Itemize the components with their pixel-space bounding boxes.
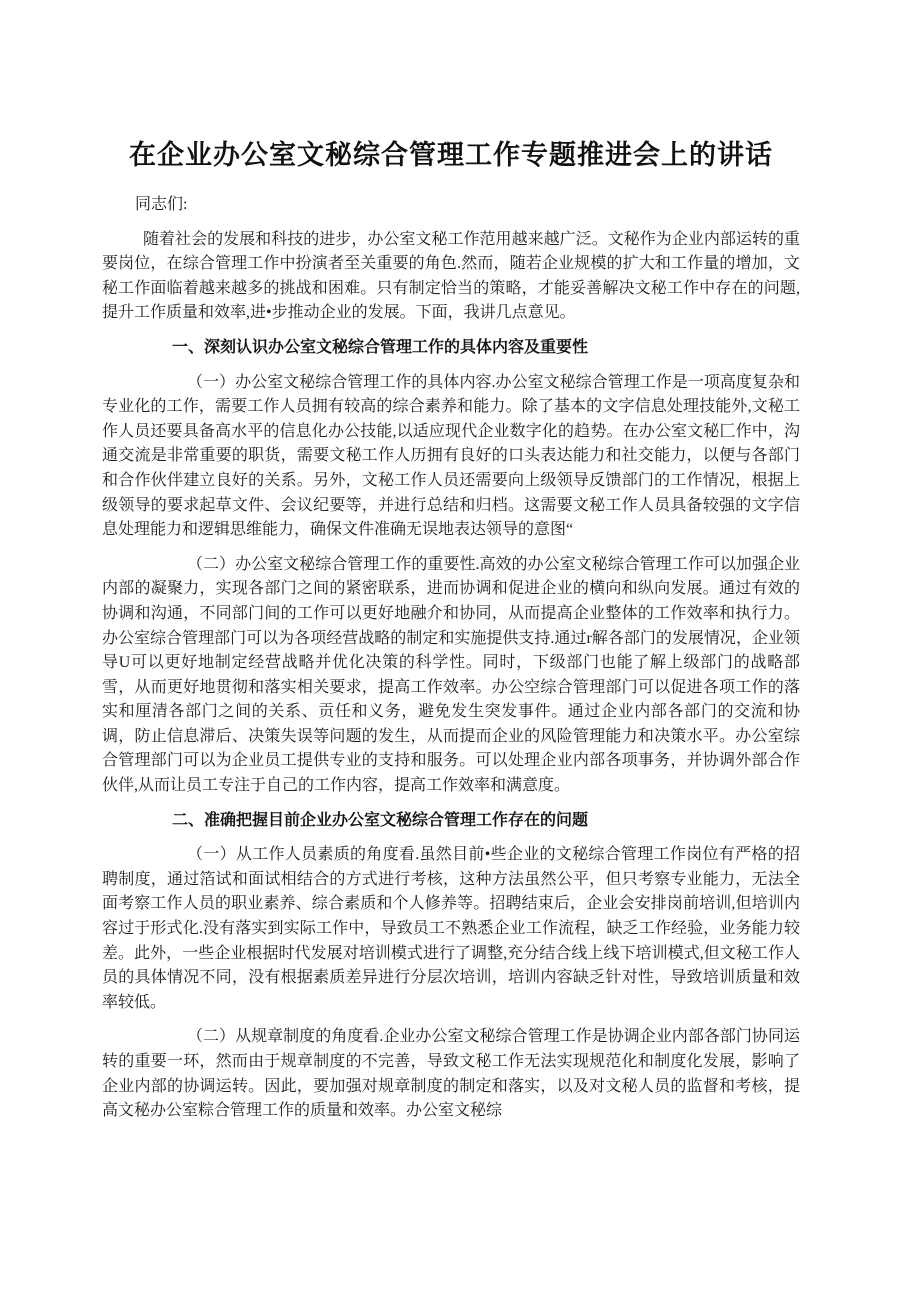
section-1-heading: 一、深刻认识办公室文秘综合管理工作的具体内容及重要性 xyxy=(172,338,589,356)
page-title: 在企业办公室文秘综合管理工作专题推进会上的讲话 xyxy=(129,140,773,170)
section-2-paragraph-1: （一）从工作人员素质的角度看.虽然目前•些企业的文秘综合管理工作岗位有严格的招聘制度，通过箔试和面试相结合的方式进行考核，这种方法虽然公平，但只考察专业能力，无法全面考察工作人员的职业素养、综合素质和个人修养等。招聘结束后，企业会安排岗前培训,但培训内容过于形式化.没有落实到实际工作中，导致员工不熟悉企业工作流程，缺乏工作经验，业务能力较差。此外，一些企业根据时代发展对培训模式进行了调整,充分结合线上线下培训模式,但文秘工作人员的具体情况不同，没有根据素质差异进行分层次培训，培训内容缺乏针对性，导致培训质量和效率较低。 xyxy=(102,846,800,1011)
section-1-paragraph-1: （一）办公室文秘综合管理工作的具体内容.办公室文秘综合管理工作是一项高度复杂和专业化的工作，需要工作人员拥有较高的综合素养和能力。除了基本的文字信息处理技能外,文秘工作人员还要具备高水平的信息化办公技能,以适应现代企业数字化的趋势。在办公室文秘匚作中，沟通交流是非常重要的职货，需要文秘工作人历拥有良好的口头表达能力和社交能力，以便与各部门和合作伙伴建立良好的关系。另外，文秘工作人员还需要向上级领导反馈部门的工作情况，根据上级领导的要求起草文件、会议纪要等，并进行总结和归档。这需要文秘工作人员具备较强的文字信息处理能力和逻辑思维能力，确保文件准确无误地表达领导的意图“ xyxy=(102,373,800,539)
section-2-heading: 二、准确把握目前企业办公室文秘综合管理工作存在的问题 xyxy=(172,811,589,829)
section-2-paragraph-2: （二）从规章制度的角度看.企业办公室文秘综合管理工作是协调企业内部各部门协同运转的重要一环，然而由于规章制度的不完善，导致文秘工作无法实现规范化和制度化发展，影响了企业内部的协调运转。因此，要加强对规章制度的制定和落实，以及对文秘人员的监督和考核，提高文秘办公室粽合管理工作的质量和效率。办公室文秘综 xyxy=(102,1028,800,1120)
document-content xyxy=(102,139,800,1134)
intro-paragraph: 随着社会的发展和科技的进步，办公室文秘工作范用越来越广泛。文秘作为企业内部运转的重要岗位，在综合管理工作中扮演者至关重要的角色.然而，随若企业规模的扩大和工作量的增加，文秘工作面临着越来越多的挑战和困难。只有制定恰当的策略，才能妥善解决文秘工作中存在的问题,提升工作质量和效率,进•步推动企业的发展。下面，我讲几点意见。 xyxy=(102,230,800,322)
salutation: 同志们: xyxy=(135,196,188,213)
section-1-paragraph-2: （二）办公室文秘综合管理工作的重要性.高效的办公室文秘综合管理工作可以加强企业内部的凝聚力，实现各部门之间的紧密联系，进而协调和促进企业的横向和纵向发展。通过有效的协调和沟通，不同部门间的工作可以更好地融介和协同，从而提高企业整体的工作效率和执行力。办公室综合管理部门可以为各项经营战略的制定和实施提供支持.通过r解各部门的发展情况，企业领导U可以更好地制定经营战略并优化决策的科学性。同时，下级部门也能了解上级部门的战略部雪，从而更好地贯彻和落实相关要求，提高工作效率。办公空综合管理部门可以促进各项工作的落实和厘清各部门之间的关系、贡任和义务，避免发生突发事件。通过企业内部各部门的交流和协调，防止信息滞后、决策失误等问题的发生，从而提而企业的风险管理能力和决策水平。办公室综合管理部门可以为企业员工提供专业的支持和服务。可以处理企业内部各项事务，并协调外部合作伙伴,从而让员工专注于自己的工作内容，提高工作效率和满意度。 xyxy=(102,555,800,795)
